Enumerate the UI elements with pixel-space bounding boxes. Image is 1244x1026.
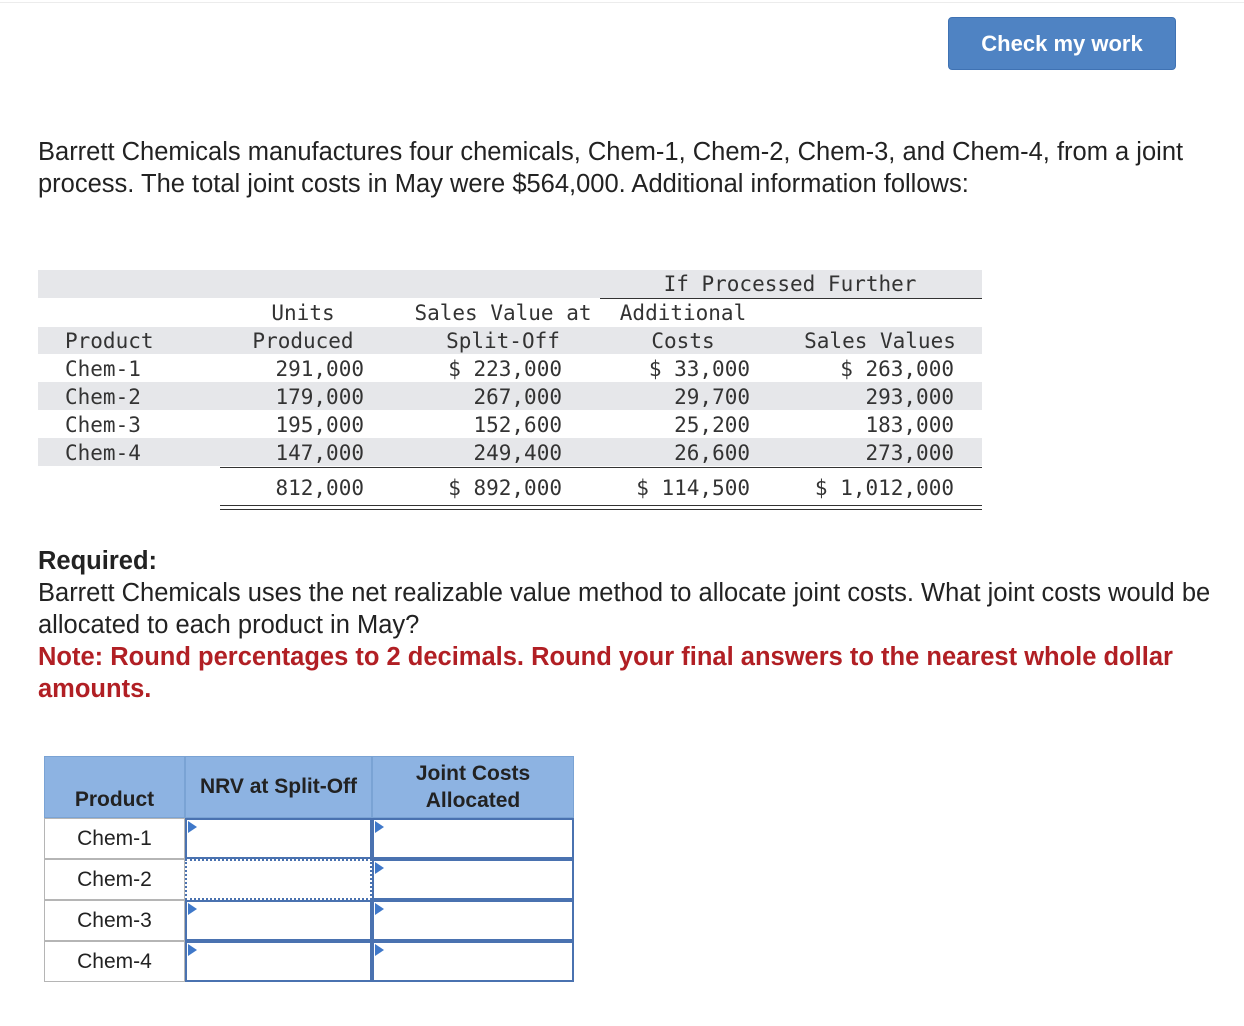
ans-row2-product: Chem-2 xyxy=(44,859,185,900)
ans-row4-nrv-input[interactable] xyxy=(187,943,370,980)
ans-row2-alloc-cell[interactable] xyxy=(372,859,574,900)
row4-sales: 273,000 xyxy=(865,441,954,465)
row1-sales: $ 263,000 xyxy=(840,357,954,381)
check-my-work-button[interactable]: Check my work xyxy=(948,17,1176,70)
ans-row3-product: Chem-3 xyxy=(44,900,185,941)
ans-row1-nrv-input[interactable] xyxy=(187,820,370,857)
required-section xyxy=(38,545,1218,705)
hdr-sv-2: Split-Off xyxy=(446,329,560,353)
group-header: If Processed Further xyxy=(663,272,917,296)
row4-product: Chem-4 xyxy=(65,441,141,465)
ans-row2-alloc-input[interactable] xyxy=(374,861,572,898)
row4-add: 26,600 xyxy=(674,441,750,465)
ans-row1-alloc-cell[interactable] xyxy=(372,818,574,859)
required-title: Required: xyxy=(38,547,158,575)
ans-hdr-product xyxy=(44,756,185,818)
hdr-sales: Sales Values xyxy=(804,329,956,353)
hdr-add-2: Costs xyxy=(651,329,715,353)
ans-hdr-jc-2: Allocated xyxy=(425,789,521,812)
hdr-add-1: Additional xyxy=(619,301,747,325)
row1-units: 291,000 xyxy=(275,357,364,381)
hdr-units-2: Produced xyxy=(252,329,354,353)
top-divider xyxy=(0,2,1244,3)
row2-product: Chem-2 xyxy=(65,385,141,409)
total-add: $ 114,500 xyxy=(636,476,750,500)
totals-rule xyxy=(220,467,982,468)
double-rule-1 xyxy=(220,505,982,506)
hdr-product: Product xyxy=(65,329,154,353)
ans-hdr-product-label: Product xyxy=(74,788,155,811)
ans-row4-alloc-cell[interactable] xyxy=(372,941,574,982)
row2-sales: 293,000 xyxy=(865,385,954,409)
ans-hdr-nrv-label: NRV at Split-Off xyxy=(199,775,358,798)
total-sales: $ 1,012,000 xyxy=(814,476,954,500)
row3-sv: 152,600 xyxy=(473,413,562,437)
row4-sv: 249,400 xyxy=(473,441,562,465)
row2-sv: 267,000 xyxy=(473,385,562,409)
required-note: Note: Round percentages to 2 decimals. Round your final answers to the nearest whole dollar amounts. xyxy=(38,643,1173,703)
ans-row2-nrv-cell[interactable] xyxy=(185,859,372,900)
ans-row1-product: Chem-1 xyxy=(44,818,185,859)
ans-row4-nrv-cell[interactable] xyxy=(185,941,372,982)
info-table xyxy=(38,270,982,510)
hdr-units-1: Units xyxy=(271,301,335,325)
ans-row3-nrv-input[interactable] xyxy=(187,902,370,939)
ans-row1-nrv-cell[interactable] xyxy=(185,818,372,859)
row3-product: Chem-3 xyxy=(65,413,141,437)
ans-row4-alloc-input[interactable] xyxy=(374,943,572,980)
ans-hdr-jc-1: Joint Costs xyxy=(415,762,531,785)
total-units: 812,000 xyxy=(275,476,364,500)
ans-row3-alloc-cell[interactable] xyxy=(372,900,574,941)
row2-add: 29,700 xyxy=(674,385,750,409)
row3-units: 195,000 xyxy=(275,413,364,437)
row2-units: 179,000 xyxy=(275,385,364,409)
ans-hdr-nrv xyxy=(185,756,372,818)
row3-add: 25,200 xyxy=(674,413,750,437)
hdr-sv-1: Sales Value at xyxy=(414,301,592,325)
ans-hdr-joint-costs xyxy=(372,756,574,818)
answer-table xyxy=(44,756,574,984)
ans-row1-alloc-input[interactable] xyxy=(374,820,572,857)
row3-sales: 183,000 xyxy=(865,413,954,437)
ans-row4-product: Chem-4 xyxy=(44,941,185,982)
row1-sv: $ 223,000 xyxy=(448,357,562,381)
ans-row2-nrv-input[interactable] xyxy=(187,861,370,898)
ans-row3-nrv-cell[interactable] xyxy=(185,900,372,941)
row4-units: 147,000 xyxy=(275,441,364,465)
ans-row3-alloc-input[interactable] xyxy=(374,902,572,939)
problem-intro: Barrett Chemicals manufactures four chemicals, Chem-1, Chem-2, Chem-3, and Chem-4, from a joint process. The total joint costs in May were $564,000. Additional information follows: xyxy=(38,138,1184,198)
total-sv: $ 892,000 xyxy=(448,476,562,500)
row1-add: $ 33,000 xyxy=(648,357,750,381)
required-text: Barrett Chemicals uses the net realizable value method to allocate joint costs. What joint costs would be allocated to each product in May? xyxy=(38,579,1211,639)
double-rule-2 xyxy=(220,509,982,510)
row1-product: Chem-1 xyxy=(65,357,141,381)
